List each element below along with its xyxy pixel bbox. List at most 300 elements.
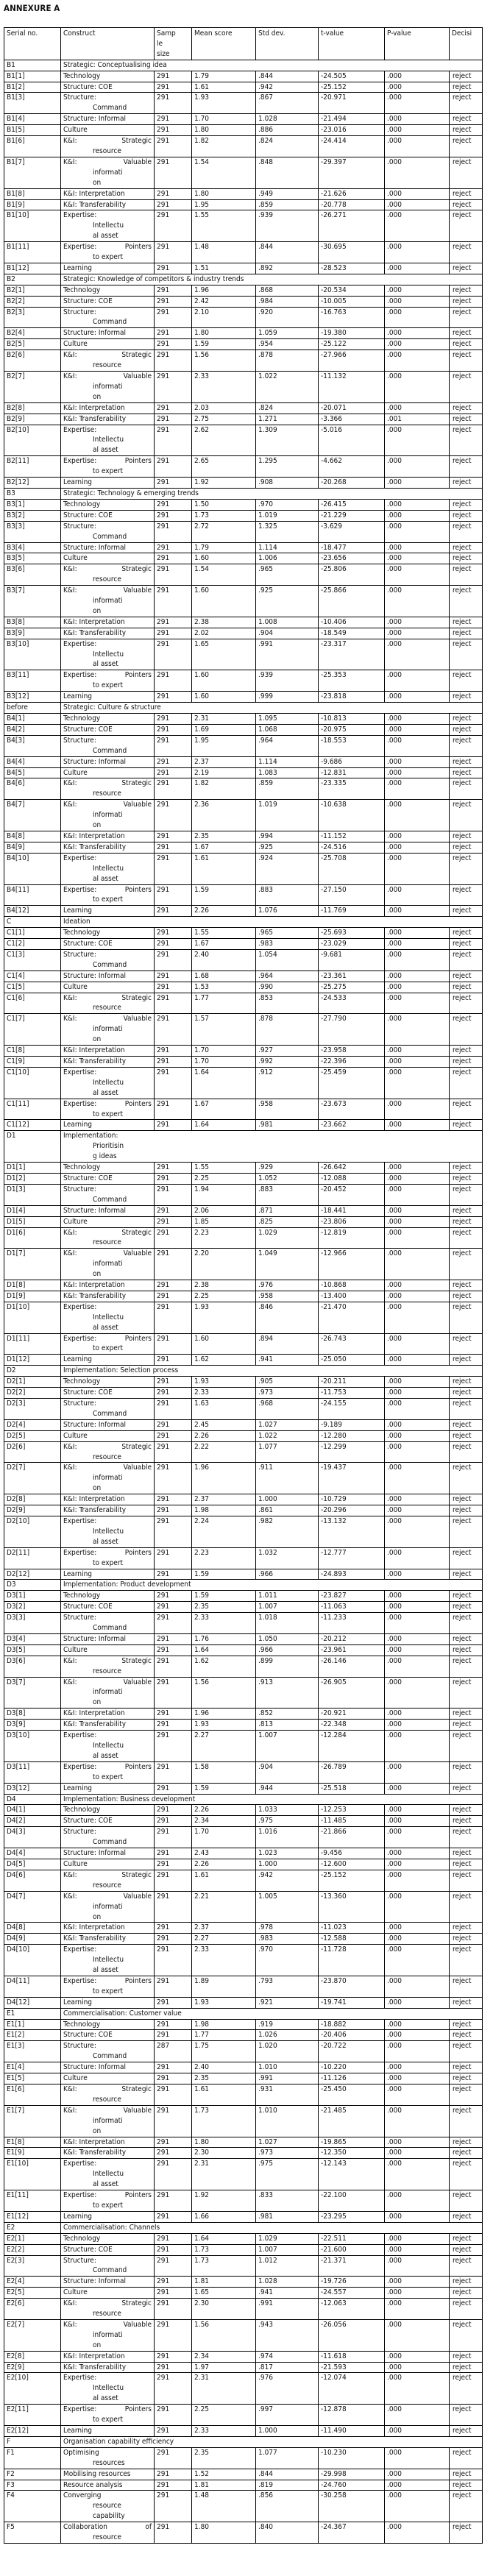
t-value-cell: -20.211 — [319, 1377, 385, 1388]
p-value-cell: .001 — [385, 414, 450, 425]
p-value-cell: .000 — [385, 114, 450, 125]
std-dev-cell: .871 — [256, 1205, 319, 1216]
std-dev-cell: .848 — [256, 157, 319, 188]
sample-size-cell: 291 — [155, 263, 192, 274]
std-dev-cell: .958 — [256, 1099, 319, 1120]
construct-cell — [61, 328, 155, 339]
p-value-cell: .000 — [385, 1976, 450, 1997]
serial-cell: D3[1] — [4, 1591, 61, 1602]
serial-cell: C1[12] — [4, 1120, 61, 1131]
serial-cell: D2[8] — [4, 1494, 61, 1505]
construct-line — [63, 993, 152, 1004]
p-value-cell: .000 — [385, 2299, 450, 2320]
construct-line — [63, 2320, 152, 2330]
mean-score-cell: 2.03 — [192, 402, 256, 414]
table-row — [4, 2469, 483, 2480]
table-row — [4, 692, 483, 703]
t-value-cell: -24.760 — [319, 2480, 385, 2491]
header-sample-size — [155, 28, 192, 60]
t-value-cell: -24.533 — [319, 993, 385, 1014]
mean-score-cell: 2.20 — [192, 1249, 256, 1280]
construct-line: Intellectu — [93, 221, 124, 230]
mean-score-cell: 1.80 — [192, 188, 256, 199]
p-value-cell: .000 — [385, 1891, 450, 1923]
t-value-cell: -22.348 — [319, 1720, 385, 1731]
t-value-cell: -11.618 — [319, 2351, 385, 2362]
construct-cell — [61, 2073, 155, 2084]
sample-size-cell: 291 — [155, 564, 192, 586]
t-value-cell: -12.350 — [319, 2148, 385, 2159]
serial-cell: D1[12] — [4, 1355, 61, 1366]
table-row — [4, 188, 483, 199]
std-dev-cell: 1.010 — [256, 2105, 319, 2137]
construct-cell — [61, 2491, 155, 2522]
mean-score-cell: 2.31 — [192, 2373, 256, 2405]
construct-line: Implementation: — [63, 1132, 118, 1140]
decision-cell: reject — [450, 1547, 483, 1569]
sample-size-cell: 291 — [155, 414, 192, 425]
t-value-cell: -18.553 — [319, 735, 385, 756]
construct-line: on — [93, 2126, 102, 2135]
sample-size-cell: 291 — [155, 82, 192, 93]
p-value-cell: .000 — [385, 456, 450, 478]
construct-line: informati — [93, 382, 123, 391]
construct-cell — [61, 1731, 155, 1762]
p-value-cell: .000 — [385, 1430, 450, 1441]
p-value-cell: .000 — [385, 2319, 450, 2351]
serial-cell: E2[6] — [4, 2299, 61, 2320]
p-value-cell: .000 — [385, 1731, 450, 1762]
serial-cell: B3[12] — [4, 692, 61, 703]
std-dev-cell: 1.027 — [256, 1419, 319, 1430]
construct-word: Strategic — [121, 1870, 152, 1879]
table-row — [4, 1120, 483, 1131]
serial-cell: E2[10] — [4, 2373, 61, 2405]
decision-cell: reject — [450, 971, 483, 982]
construct-line: K&I: Transferability — [63, 200, 127, 209]
section-row — [4, 2436, 483, 2447]
table-row — [4, 510, 483, 521]
construct-line: Structure: COE — [63, 82, 113, 91]
std-dev-cell: 1.033 — [256, 1805, 319, 1816]
std-dev-cell: 1.007 — [256, 1731, 319, 1762]
sample-size-cell: 291 — [155, 307, 192, 328]
serial-cell: D3[5] — [4, 1644, 61, 1656]
construct-word: K&I: — [63, 1463, 77, 1472]
construct-cell — [61, 553, 155, 564]
serial-cell: D2[10] — [4, 1516, 61, 1547]
construct-line: Learning — [63, 1121, 93, 1129]
construct-line: K&I: Interpretation — [63, 1046, 125, 1055]
p-value-cell: .000 — [385, 1945, 450, 1976]
decision-cell: reject — [450, 2469, 483, 2480]
std-dev-cell: 1.076 — [256, 906, 319, 917]
std-dev-cell: .925 — [256, 586, 319, 617]
construct-cell — [61, 1302, 155, 1333]
t-value-cell: -13.360 — [319, 1891, 385, 1923]
construct-line: Intellectu — [93, 1742, 124, 1750]
mean-score-cell: 1.61 — [192, 82, 256, 93]
t-value-cell: -26.905 — [319, 1677, 385, 1709]
serial-cell: E2[12] — [4, 2426, 61, 2437]
t-value-cell: -21.485 — [319, 2105, 385, 2137]
construct-line — [63, 1678, 152, 1688]
construct-cell — [61, 884, 155, 906]
construct-word: Strategic — [121, 137, 152, 146]
mean-score-cell: 1.70 — [192, 114, 256, 125]
sample-size-cell: 291 — [155, 2277, 192, 2288]
sample-size-cell: 291 — [155, 1644, 192, 1656]
construct-cell — [61, 242, 155, 263]
table-row — [4, 756, 483, 767]
construct-line: Learning — [63, 1569, 93, 1578]
t-value-cell: -19.380 — [319, 328, 385, 339]
t-value-cell: -26.743 — [319, 1333, 385, 1355]
header-sample-size-line: le — [157, 39, 163, 48]
serial-cell: D1[10] — [4, 1302, 61, 1333]
table-row — [4, 2159, 483, 2190]
decision-cell: reject — [450, 1720, 483, 1731]
decision-cell: reject — [450, 756, 483, 767]
table-row — [4, 735, 483, 756]
t-value-cell: -11.233 — [319, 1613, 385, 1634]
t-value-cell: -9.189 — [319, 1419, 385, 1430]
p-value-cell: .000 — [385, 2480, 450, 2491]
t-value-cell: -23.818 — [319, 692, 385, 703]
mean-score-cell: 1.89 — [192, 1976, 256, 1997]
table-row — [4, 2480, 483, 2491]
p-value-cell: .000 — [385, 639, 450, 670]
std-dev-cell: .867 — [256, 93, 319, 114]
construct-word: Strategic — [121, 993, 152, 1002]
sample-size-cell: 291 — [155, 1677, 192, 1709]
t-value-cell: -23.806 — [319, 1216, 385, 1227]
std-dev-cell: .883 — [256, 884, 319, 906]
construct-word: Valuable — [123, 2320, 152, 2329]
t-value-cell: -20.071 — [319, 402, 385, 414]
mean-score-cell: 2.33 — [192, 1945, 256, 1976]
mean-score-cell: 1.79 — [192, 71, 256, 82]
table-row — [4, 242, 483, 263]
sample-size-cell: 291 — [155, 1923, 192, 1934]
mean-score-cell: 1.59 — [192, 884, 256, 906]
p-value-cell: .000 — [385, 1656, 450, 1677]
serial-cell: B2[5] — [4, 339, 61, 350]
t-value-cell: -24.557 — [319, 2288, 385, 2299]
table-row — [4, 350, 483, 372]
construct-cell — [61, 1388, 155, 1399]
t-value-cell: -20.921 — [319, 1709, 385, 1720]
decision-cell: reject — [450, 478, 483, 489]
p-value-cell: .000 — [385, 2426, 450, 2437]
decision-cell: reject — [450, 2211, 483, 2222]
p-value-cell: .000 — [385, 971, 450, 982]
construct-cell — [61, 2373, 155, 2405]
construct-line: Culture — [63, 340, 88, 349]
table-row — [4, 1099, 483, 1120]
table-row — [4, 906, 483, 917]
p-value-cell: .000 — [385, 2373, 450, 2405]
section-label: Strategic: Knowledge of competitors & industry trends — [61, 274, 483, 285]
sample-size-cell: 291 — [155, 2030, 192, 2041]
serial-cell: E1[3] — [4, 2041, 61, 2062]
table-row — [4, 1934, 483, 1945]
p-value-cell: .000 — [385, 586, 450, 617]
mean-score-cell: 1.73 — [192, 2105, 256, 2137]
construct-cell — [61, 1816, 155, 1827]
construct-line: al asset — [93, 446, 118, 455]
sample-size-cell: 291 — [155, 1656, 192, 1677]
sample-size-cell: 291 — [155, 1302, 192, 1333]
construct-cell — [61, 510, 155, 521]
construct-line: al asset — [93, 2394, 118, 2403]
section-row — [4, 274, 483, 285]
table-row — [4, 125, 483, 136]
construct-line — [63, 1249, 152, 1259]
serial-cell: B4[9] — [4, 842, 61, 853]
construct-cell — [61, 1173, 155, 1184]
table-row — [4, 767, 483, 778]
construct-line: Technology — [63, 500, 101, 508]
construct-line — [63, 157, 152, 168]
mean-score-cell: 1.85 — [192, 1216, 256, 1227]
t-value-cell: -21.470 — [319, 1302, 385, 1333]
construct-cell — [61, 2480, 155, 2491]
construct-cell — [61, 1355, 155, 1366]
std-dev-cell: .976 — [256, 1280, 319, 1291]
section-label: Organisation capability efficiency — [61, 2436, 483, 2447]
std-dev-cell: .824 — [256, 136, 319, 157]
sample-size-cell: 291 — [155, 939, 192, 950]
construct-line: on — [93, 2341, 102, 2349]
construct-cell — [61, 350, 155, 372]
sample-size-cell: 291 — [155, 125, 192, 136]
mean-score-cell: 1.73 — [192, 510, 256, 521]
decision-cell: reject — [450, 339, 483, 350]
construct-word: Expertise: — [63, 2191, 97, 2200]
construct-line: Culture — [63, 1431, 88, 1440]
construct-line: Culture — [63, 1645, 88, 1654]
header-construct: Construct — [61, 28, 155, 60]
p-value-cell: .000 — [385, 372, 450, 403]
construct-line: K&I: Transferability — [63, 1291, 127, 1300]
p-value-cell: .000 — [385, 1516, 450, 1547]
table-row — [4, 971, 483, 982]
construct-word: K&I: — [63, 372, 77, 380]
sample-size-cell: 291 — [155, 2084, 192, 2106]
construct-line: Expertise: — [63, 2160, 97, 2168]
table-row — [4, 402, 483, 414]
mean-score-cell: 1.92 — [192, 2190, 256, 2212]
p-value-cell: .000 — [385, 1249, 450, 1280]
table-row — [4, 1302, 483, 1333]
t-value-cell: -12.588 — [319, 1934, 385, 1945]
construct-line: resource — [93, 2310, 121, 2318]
std-dev-cell: .892 — [256, 263, 319, 274]
t-value-cell: -21.600 — [319, 2244, 385, 2255]
t-value-cell: -25.459 — [319, 1067, 385, 1099]
serial-cell: D2[1] — [4, 1377, 61, 1388]
serial-cell: D4[6] — [4, 1870, 61, 1891]
p-value-cell: .000 — [385, 1227, 450, 1249]
std-dev-cell: .939 — [256, 670, 319, 692]
table-row — [4, 949, 483, 971]
construct-cell — [61, 2244, 155, 2255]
construct-cell — [61, 2030, 155, 2041]
construct-cell — [61, 2159, 155, 2190]
construct-line: K&I: Interpretation — [63, 1709, 125, 1718]
serial-cell: D1[11] — [4, 1333, 61, 1355]
construct-word: Pointers — [124, 885, 152, 894]
std-dev-cell: 1.068 — [256, 724, 319, 735]
table-row — [4, 1249, 483, 1280]
sample-size-cell: 291 — [155, 1934, 192, 1945]
mean-score-cell: 1.64 — [192, 1644, 256, 1656]
construct-word: Expertise: — [63, 457, 97, 466]
construct-word: K&I: — [63, 1656, 77, 1665]
table-row — [4, 853, 483, 884]
t-value-cell: -23.870 — [319, 1976, 385, 1997]
construct-line: Structure: — [63, 1614, 96, 1622]
decision-cell: reject — [450, 982, 483, 993]
mean-score-cell: 2.25 — [192, 1173, 256, 1184]
t-value-cell: -11.769 — [319, 906, 385, 917]
serial-cell: D4[8] — [4, 1923, 61, 1934]
p-value-cell: .000 — [385, 199, 450, 210]
serial-cell: B3[3] — [4, 521, 61, 542]
mean-score-cell: 1.80 — [192, 125, 256, 136]
construct-word: Pointers — [124, 1334, 152, 1343]
serial-cell: C1[1] — [4, 928, 61, 939]
std-dev-cell: 1.011 — [256, 1591, 319, 1602]
sample-size-cell: 291 — [155, 2244, 192, 2255]
serial-cell: E2[1] — [4, 2233, 61, 2244]
sample-size-cell: 291 — [155, 2362, 192, 2373]
construct-cell — [61, 1891, 155, 1923]
construct-line: Command — [93, 2266, 127, 2275]
t-value-cell: -27.790 — [319, 1014, 385, 1046]
serial-cell: D4[2] — [4, 1816, 61, 1827]
decision-cell: reject — [450, 2299, 483, 2320]
decision-cell: reject — [450, 210, 483, 242]
serial-cell: D3[3] — [4, 1613, 61, 1634]
t-value-cell: -9.686 — [319, 756, 385, 767]
construct-line: Structure: — [63, 1828, 96, 1837]
decision-cell: reject — [450, 1388, 483, 1399]
construct-cell — [61, 402, 155, 414]
mean-score-cell: 1.60 — [192, 586, 256, 617]
t-value-cell: -18.549 — [319, 628, 385, 639]
sample-size-cell: 291 — [155, 1057, 192, 1068]
t-value-cell: -25.693 — [319, 928, 385, 939]
decision-cell: reject — [450, 114, 483, 125]
construct-cell — [61, 586, 155, 617]
sample-size-cell: 291 — [155, 2426, 192, 2437]
table-row — [4, 1761, 483, 1783]
construct-line: informati — [93, 1688, 123, 1697]
construct-line: K&I: Transferability — [63, 1934, 127, 1943]
table-row — [4, 1731, 483, 1762]
serial-cell: C1[2] — [4, 939, 61, 950]
std-dev-cell: .878 — [256, 350, 319, 372]
sample-size-cell: 291 — [155, 372, 192, 403]
decision-cell: reject — [450, 831, 483, 842]
t-value-cell: -13.400 — [319, 1291, 385, 1302]
construct-line: on — [93, 392, 102, 401]
section-row — [4, 60, 483, 71]
t-value-cell: -24.516 — [319, 842, 385, 853]
construct-line: Command — [93, 960, 127, 969]
table-row — [4, 800, 483, 831]
serial-cell: B2[9] — [4, 414, 61, 425]
p-value-cell: .000 — [385, 1720, 450, 1731]
serial-cell: B2[8] — [4, 402, 61, 414]
decision-cell: reject — [450, 1227, 483, 1249]
sample-size-cell: 291 — [155, 1783, 192, 1794]
mean-score-cell: 2.26 — [192, 1859, 256, 1870]
decision-cell: reject — [450, 735, 483, 756]
std-dev-cell: .984 — [256, 296, 319, 307]
construct-line: K&I: Interpretation — [63, 617, 125, 626]
construct-line: g ideas — [93, 1152, 117, 1161]
std-dev-cell: 1.026 — [256, 2030, 319, 2041]
section-row — [4, 917, 483, 928]
construct-line: resource — [93, 575, 121, 584]
construct-line — [63, 1334, 152, 1344]
construct-cell — [61, 1205, 155, 1216]
table-row — [4, 1602, 483, 1613]
construct-word: Strategic — [121, 1442, 152, 1451]
decision-cell: reject — [450, 928, 483, 939]
p-value-cell: .000 — [385, 1591, 450, 1602]
decision-cell: reject — [450, 1569, 483, 1580]
decision-cell: reject — [450, 1441, 483, 1463]
p-value-cell: .000 — [385, 2137, 450, 2148]
construct-line: Expertise: — [63, 1731, 97, 1740]
construct-line: K&I: Transferability — [63, 2363, 127, 2371]
p-value-cell: .000 — [385, 982, 450, 993]
construct-cell — [61, 114, 155, 125]
t-value-cell: -21.371 — [319, 2255, 385, 2277]
decision-cell: reject — [450, 842, 483, 853]
construct-cell — [61, 2362, 155, 2373]
sample-size-cell: 291 — [155, 425, 192, 456]
construct-line — [63, 372, 152, 382]
p-value-cell: .000 — [385, 1173, 450, 1184]
construct-line: to expert — [93, 2201, 124, 2210]
construct-cell — [61, 2062, 155, 2073]
std-dev-cell: 1.006 — [256, 553, 319, 564]
sample-size-cell: 291 — [155, 1848, 192, 1859]
decision-cell: reject — [450, 1633, 483, 1644]
t-value-cell: -20.268 — [319, 478, 385, 489]
serial-cell: B2[4] — [4, 328, 61, 339]
table-row — [4, 2362, 483, 2373]
table-row — [4, 1388, 483, 1399]
serial-cell: E1[4] — [4, 2062, 61, 2073]
std-dev-cell: 1.007 — [256, 2244, 319, 2255]
t-value-cell: -25.806 — [319, 564, 385, 586]
decision-cell: reject — [450, 1014, 483, 1046]
construct-cell — [61, 478, 155, 489]
construct-cell — [61, 2522, 155, 2544]
std-dev-cell: 1.077 — [256, 2447, 319, 2469]
serial-cell: D4[3] — [4, 1827, 61, 1848]
t-value-cell: -25.050 — [319, 1355, 385, 1366]
construct-line: resource — [93, 1452, 121, 1461]
serial-cell: B3[5] — [4, 553, 61, 564]
construct-line: al asset — [93, 232, 118, 241]
